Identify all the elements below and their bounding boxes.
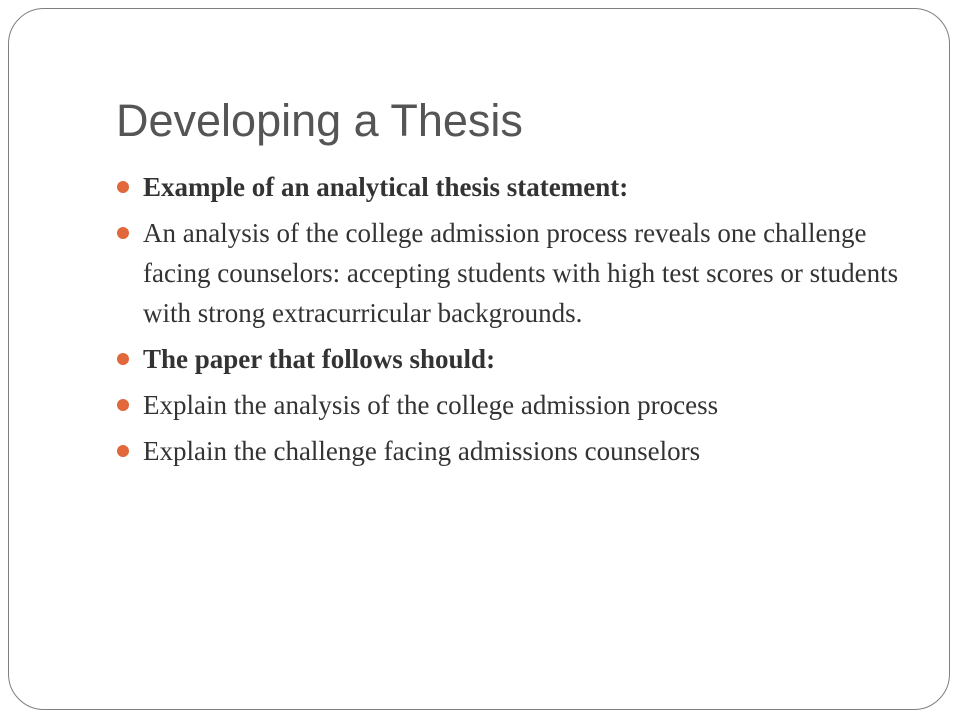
bullet-text: Explain the analysis of the college admission process — [143, 390, 719, 420]
bullet-text: An analysis of the college admission process reveals one challenge facing counselors: accepting students with high test scores or students with strong extracurricular backgrounds. — [143, 218, 899, 328]
bullet-item — [114, 167, 914, 207]
bullet-item — [114, 213, 914, 333]
slide-title: Developing a Thesis — [116, 95, 523, 146]
bullet-dot-icon — [117, 445, 129, 457]
bullet-text: Example of an analytical thesis statement: — [143, 172, 629, 202]
bullet-dot-icon — [117, 399, 129, 411]
bullet-item — [114, 385, 914, 425]
bullet-text: Explain the challenge facing admissions counselors — [143, 436, 701, 466]
bullet-text: The paper that follows should: — [143, 344, 496, 374]
bullet-item — [114, 431, 914, 471]
bullet-list — [114, 167, 914, 477]
bullet-dot-icon — [117, 227, 129, 239]
slide-frame — [8, 8, 950, 710]
bullet-dot-icon — [117, 353, 129, 365]
bullet-dot-icon — [117, 181, 129, 193]
bullet-item — [114, 339, 914, 379]
